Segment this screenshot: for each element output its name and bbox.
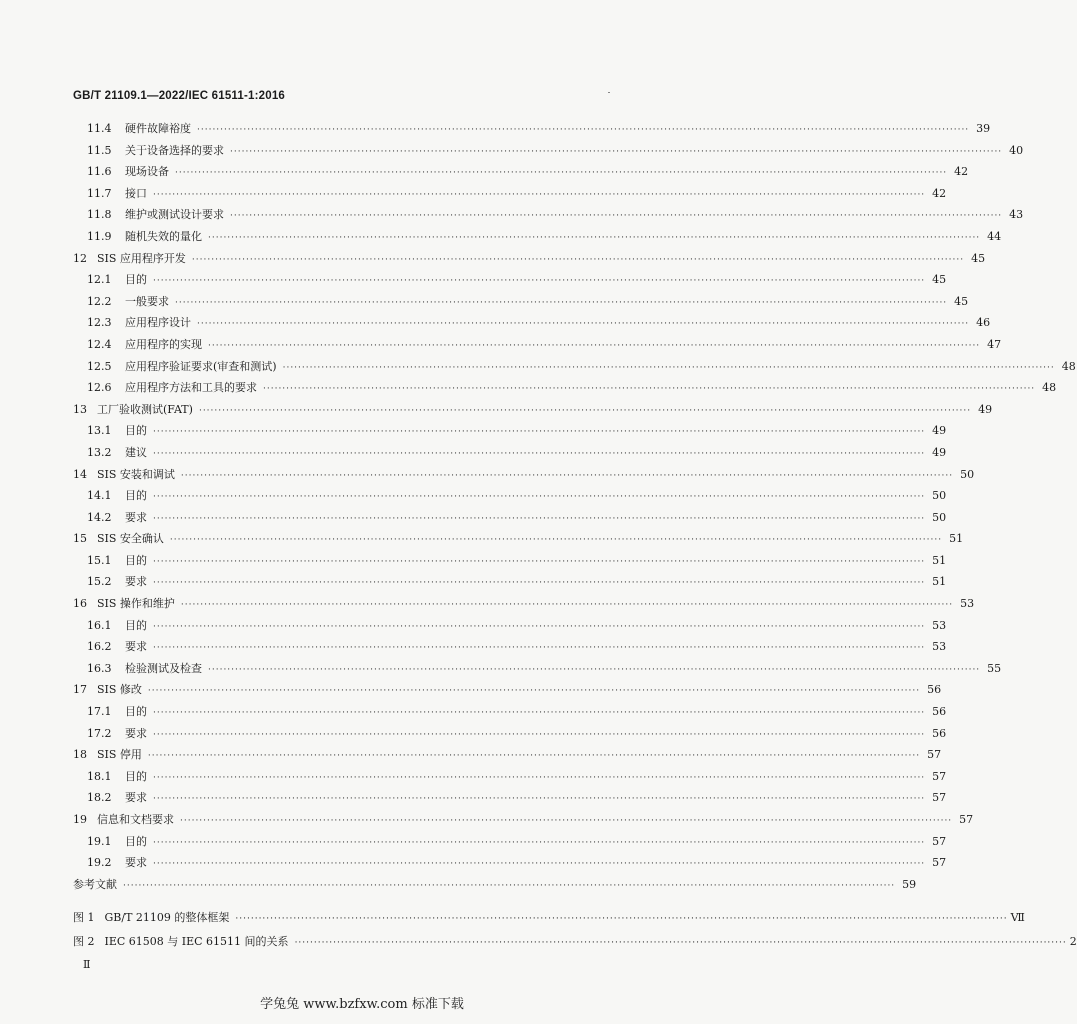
entry-page-number: 57 (959, 813, 974, 826)
entry-title: SIS 安装和调试 (97, 467, 175, 481)
dot-leader: ········································································································································································································ (153, 772, 926, 783)
watermark-footer: 学兔兔 www.bzfxw.com 标准下载 (260, 997, 464, 1012)
dot-leader: ········································································································································································································ (230, 146, 1003, 157)
entry-page-number: 56 (932, 726, 947, 740)
entry-title: 参考文献 (73, 877, 117, 891)
entry-number: 12.6 (87, 381, 112, 395)
dot-leader: ········································································································································································································ (180, 600, 954, 611)
entry-number: 17 (73, 683, 87, 697)
dot-leader: ········································································································································································································ (198, 405, 972, 416)
entry-number: 11.6 (87, 165, 112, 179)
toc-entry[interactable] (73, 766, 947, 788)
entry-number: 12.5 (87, 359, 112, 373)
entry-page-number: 57 (927, 748, 942, 762)
toc-entry[interactable] (73, 874, 917, 896)
dot-leader: ········································································································································································································ (123, 880, 896, 891)
dot-leader: ········································································································································································································ (191, 254, 965, 265)
dot-leader: ········································································································································································································ (153, 837, 926, 848)
dot-leader: ········································································································································································································ (153, 556, 926, 567)
entry-number: 图 2 (73, 935, 95, 948)
toc-entry[interactable] (73, 615, 947, 637)
toc-entry[interactable] (73, 571, 947, 593)
dot-leader: ········································································································································································································ (153, 448, 926, 459)
toc-entry[interactable] (73, 679, 942, 701)
entry-title: 目的 (125, 489, 147, 503)
dot-leader: ········································································································································································································ (153, 427, 926, 438)
toc-entry[interactable] (73, 442, 947, 464)
toc-entry[interactable] (73, 183, 947, 205)
toc-entry[interactable] (73, 809, 974, 831)
entry-number: 17.1 (87, 705, 112, 719)
dot-leader: ········································································································································································································ (153, 189, 926, 200)
figure-entry[interactable] (73, 930, 1077, 954)
entry-number: 18.2 (87, 791, 112, 805)
entry-number: 13.1 (87, 424, 112, 438)
toc-entry[interactable] (73, 334, 1002, 356)
toc-entry[interactable] (73, 226, 1002, 248)
toc-entry[interactable] (73, 485, 947, 507)
entry-number: 11.4 (87, 122, 112, 135)
entry-number: 12 (73, 251, 87, 265)
entry-title: 目的 (125, 769, 147, 783)
scan-mark (608, 92, 610, 93)
entry-page-number: 57 (932, 791, 947, 805)
entry-title: 目的 (125, 553, 147, 567)
toc-entry[interactable] (73, 550, 947, 572)
entry-title: 要求 (125, 791, 147, 805)
entry-page-number: Ⅶ (1010, 911, 1025, 924)
entry-number: 16.2 (87, 640, 112, 654)
toc-entry[interactable] (73, 787, 947, 809)
entry-page-number: 45 (971, 251, 986, 265)
entry-page-number: 50 (932, 489, 947, 503)
entry-page-number: 55 (987, 661, 1002, 675)
toc-entry[interactable] (73, 356, 1076, 378)
toc-entry[interactable] (73, 464, 975, 486)
entry-page-number: 50 (932, 510, 947, 524)
entry-number: 15 (73, 532, 87, 546)
entry-page-number: 45 (932, 273, 947, 287)
page-number: Ⅱ (83, 958, 91, 971)
entry-page-number: 46 (976, 316, 991, 330)
entry-page-number: 40 (1009, 143, 1024, 157)
entry-page-number: 48 (1042, 381, 1057, 395)
entry-number: 14.1 (87, 489, 112, 503)
dot-leader: ········································································································································································································ (197, 319, 970, 330)
entry-title: 建议 (125, 445, 147, 459)
entry-page-number: 42 (932, 186, 947, 200)
entry-number: 13.2 (87, 445, 112, 459)
dot-leader: ········································································································································································································ (208, 664, 981, 675)
dot-leader: ········································································································································································································ (153, 794, 926, 805)
toc-entry[interactable] (73, 420, 947, 442)
document-header (73, 88, 285, 102)
entry-title: 工厂验收测试(FAT) (97, 402, 193, 416)
figure-list (73, 906, 1077, 954)
entry-title: 信息和文档要求 (97, 813, 174, 826)
entry-number: 16.3 (87, 661, 112, 675)
entry-page-number: 42 (954, 165, 969, 179)
dot-leader: ········································································································································································································ (235, 914, 1008, 924)
dot-leader: ········································································································································································································ (197, 125, 970, 135)
toc-entry[interactable] (73, 701, 947, 723)
entry-page-number: 56 (927, 683, 942, 697)
dot-leader: ········································································································································································································ (153, 578, 926, 589)
entry-number: 11.9 (87, 229, 112, 243)
dot-leader: ········································································································································································································ (147, 686, 921, 697)
entry-title: 现场设备 (125, 165, 169, 179)
entry-title: 随机失效的量化 (125, 229, 202, 243)
entry-title: 目的 (125, 424, 147, 438)
entry-title: 要求 (125, 575, 147, 589)
entry-title: GB/T 21109 的整体框架 (104, 911, 230, 924)
entry-title: 一般要求 (125, 294, 169, 308)
entry-number: 14 (73, 467, 87, 481)
entry-page-number: 45 (954, 294, 969, 308)
entry-page-number: 51 (932, 553, 947, 567)
entry-title: 应用程序设计 (125, 316, 191, 330)
entry-page-number: 47 (987, 337, 1002, 351)
dot-leader: ········································································································································································································ (282, 362, 1055, 373)
entry-title: 应用程序的实现 (125, 337, 202, 351)
entry-page-number: 44 (987, 229, 1002, 243)
entry-title: 要求 (125, 726, 147, 740)
toc-entry[interactable] (73, 636, 947, 658)
entry-title: SIS 停用 (97, 748, 142, 762)
toc-entry[interactable] (73, 744, 942, 766)
entry-page-number: 51 (932, 575, 947, 589)
entry-title: 要求 (125, 856, 147, 870)
entry-title: SIS 安全确认 (97, 532, 164, 546)
dot-leader: ········································································································································································································ (208, 232, 981, 243)
entry-title: 维护或测试设计要求 (125, 208, 224, 222)
dot-leader: ········································································································································································································ (153, 492, 926, 503)
toc-entry[interactable] (73, 658, 1002, 680)
toc-entry[interactable] (73, 831, 947, 853)
toc-entry[interactable] (73, 118, 991, 140)
toc-entry[interactable] (73, 312, 991, 334)
figure-entry[interactable] (73, 906, 1025, 930)
dot-leader: ········································································································································································································ (153, 643, 926, 654)
entry-title: 目的 (125, 618, 147, 632)
entry-page-number: 57 (932, 834, 947, 848)
dot-leader: ········································································································································································································ (230, 211, 1003, 222)
entry-number: 15.2 (87, 575, 112, 589)
entry-number: 12.2 (87, 294, 112, 308)
dot-leader: ········································································································································································································ (169, 535, 943, 546)
entry-title: SIS 修改 (97, 683, 142, 697)
entry-page-number: 49 (978, 402, 993, 416)
toc-entry[interactable] (73, 528, 964, 550)
toc-entry[interactable] (73, 377, 1057, 399)
entry-number: 17.2 (87, 726, 112, 740)
entry-page-number: 53 (932, 640, 947, 654)
entry-number: 15.1 (87, 553, 112, 567)
entry-number: 14.2 (87, 510, 112, 524)
toc-entry[interactable] (73, 291, 969, 313)
entry-title: 要求 (125, 640, 147, 654)
entry-title: 硬件故障裕度 (125, 122, 191, 135)
entry-title: 关于设备选择的要求 (125, 143, 224, 157)
toc-entry[interactable] (73, 204, 1024, 226)
entry-title: 目的 (125, 834, 147, 848)
dot-leader: ········································································································································································································ (175, 297, 948, 308)
dot-leader: ········································································································································································································ (263, 384, 1036, 395)
toc-entry[interactable] (73, 593, 975, 615)
toc-entry[interactable] (73, 140, 1024, 162)
entry-page-number: 56 (932, 705, 947, 719)
dot-leader: ········································································································································································································ (153, 276, 926, 287)
entry-number: 16.1 (87, 618, 112, 632)
entry-page-number: 49 (932, 445, 947, 459)
entry-page-number: 48 (1061, 359, 1076, 373)
toc-entry[interactable] (73, 269, 947, 291)
toc-entry[interactable] (73, 723, 947, 745)
toc-entry[interactable] (73, 399, 993, 421)
entry-title: 接口 (125, 186, 147, 200)
dot-leader: ········································································································································································································ (153, 513, 926, 524)
dot-leader: ········································································································································································································ (147, 751, 921, 762)
toc-entry[interactable] (73, 161, 969, 183)
entry-number: 12.3 (87, 316, 112, 330)
entry-page-number: 53 (960, 597, 975, 611)
dot-leader: ········································································································································································································ (153, 708, 926, 719)
entry-number: 19 (73, 813, 87, 826)
entry-number: 11.5 (87, 143, 112, 157)
dot-leader: ········································································································································································································ (208, 340, 981, 351)
entry-number: 图 1 (73, 911, 95, 924)
dot-leader: ········································································································································································································ (175, 168, 948, 179)
entry-title: IEC 61508 与 IEC 61511 间的关系 (104, 935, 289, 948)
entry-number: 12.4 (87, 337, 112, 351)
entry-page-number: 43 (1009, 208, 1024, 222)
entry-number: 16 (73, 597, 87, 611)
entry-number: 19.2 (87, 856, 112, 870)
entry-title: 目的 (125, 273, 147, 287)
entry-page-number: 2 (1069, 935, 1077, 948)
entry-number: 18 (73, 748, 87, 762)
toc-entry[interactable] (73, 852, 947, 874)
toc-entry[interactable] (73, 507, 947, 529)
entry-page-number: 49 (932, 424, 947, 438)
entry-title: 目的 (125, 705, 147, 719)
entry-page-number: 53 (932, 618, 947, 632)
entry-number: 11.8 (87, 208, 112, 222)
entry-page-number: 51 (949, 532, 964, 546)
dot-leader: ········································································································································································································ (153, 621, 926, 632)
dot-leader: ········································································································································································································ (180, 816, 953, 826)
entry-number: 18.1 (87, 769, 112, 783)
entry-title: 要求 (125, 510, 147, 524)
entry-title: SIS 操作和维护 (97, 597, 175, 611)
entry-number: 12.1 (87, 273, 112, 287)
entry-number: 11.7 (87, 186, 112, 200)
entry-number: 19.1 (87, 834, 112, 848)
dot-leader: ········································································································································································································ (180, 470, 954, 481)
entry-title: 应用程序方法和工具的要求 (125, 381, 257, 395)
entry-title: SIS 应用程序开发 (97, 251, 186, 265)
entry-page-number: 59 (902, 877, 917, 891)
entry-page-number: 57 (932, 856, 947, 870)
standard-number: GB/T 21109.1—2022/IEC 61511-1:2016 (73, 90, 286, 102)
entry-number: 13 (73, 402, 87, 416)
dot-leader: ········································································································································································································ (153, 859, 926, 870)
table-of-contents (73, 118, 1076, 895)
entry-page-number: 57 (932, 769, 947, 783)
entry-page-number: 50 (960, 467, 975, 481)
toc-entry[interactable] (73, 248, 986, 270)
dot-leader: ········································································································································································································ (153, 729, 926, 740)
entry-title: 检验测试及检查 (125, 661, 202, 675)
entry-title: 应用程序验证要求(审查和测试) (125, 359, 277, 373)
dot-leader: ········································································································································································································ (294, 938, 1067, 948)
entry-page-number: 39 (976, 122, 991, 135)
